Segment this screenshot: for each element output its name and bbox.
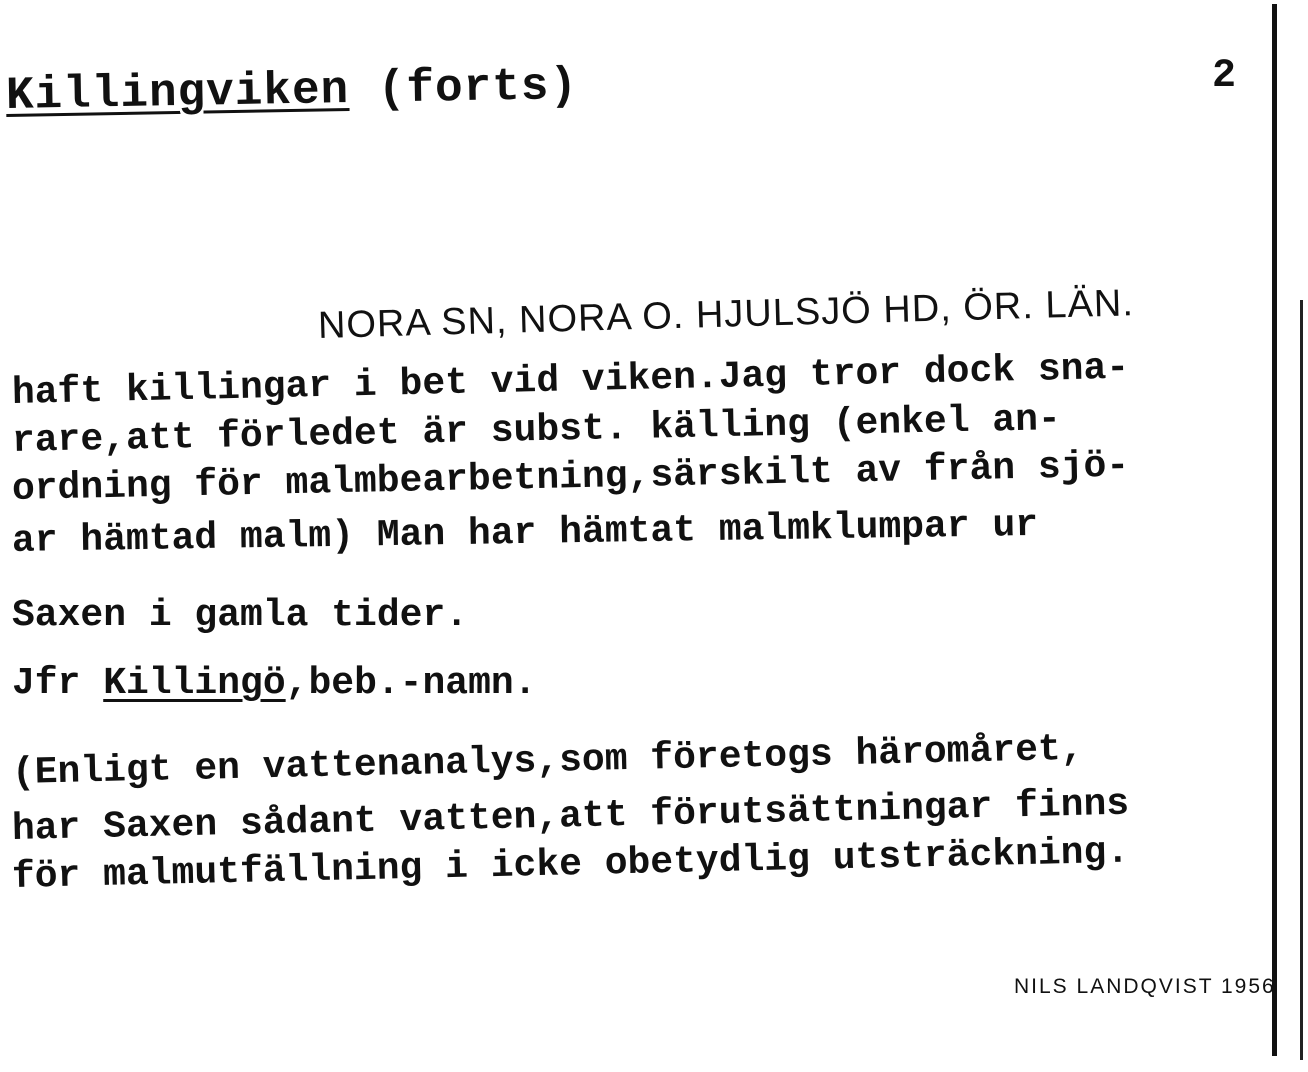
ref-suffix: ,beb.-namn.	[285, 662, 537, 705]
card-edge-line	[1272, 4, 1277, 1056]
ref-place-name: Killingö	[103, 662, 286, 705]
note-line-2: har Saxen sådant vatten,att förutsättningar finns	[11, 782, 1130, 851]
ref-prefix: Jfr	[12, 662, 104, 705]
card-heading	[6, 60, 579, 122]
body-line-3: ordning för malmbearbetning,särskilt av från sjö-	[11, 444, 1130, 511]
page-number: 2	[1212, 54, 1238, 99]
body-line-5: Saxen i gamla tider.	[12, 594, 469, 637]
body-line-2: rare,att förledet är subst. källing (enkel an-	[11, 398, 1062, 463]
title-suffix: (forts)	[377, 60, 579, 116]
author-signature-stamp: NILS LANDQVIST 1956	[1014, 975, 1276, 998]
parish-stamp: NORA SN, NORA O. HJULSJÖ HD, ÖR. LÄN.	[317, 282, 1135, 347]
card-edge-line-secondary	[1300, 300, 1303, 1060]
cross-reference	[12, 662, 537, 705]
place-name-title: Killingviken	[5, 64, 350, 122]
note-line-1: (Enligt en vattenanalys,som företogs häromåret,	[11, 727, 1084, 795]
note-line-3: för malmutfällning i icke obetydlig utsträckning.	[11, 830, 1130, 899]
body-line-4: ar hämtad malm) Man har hämtat malmklumpar ur	[11, 503, 1039, 563]
body-line-1: haft killingar i bet vid viken.Jag tror dock sna-	[11, 346, 1130, 415]
